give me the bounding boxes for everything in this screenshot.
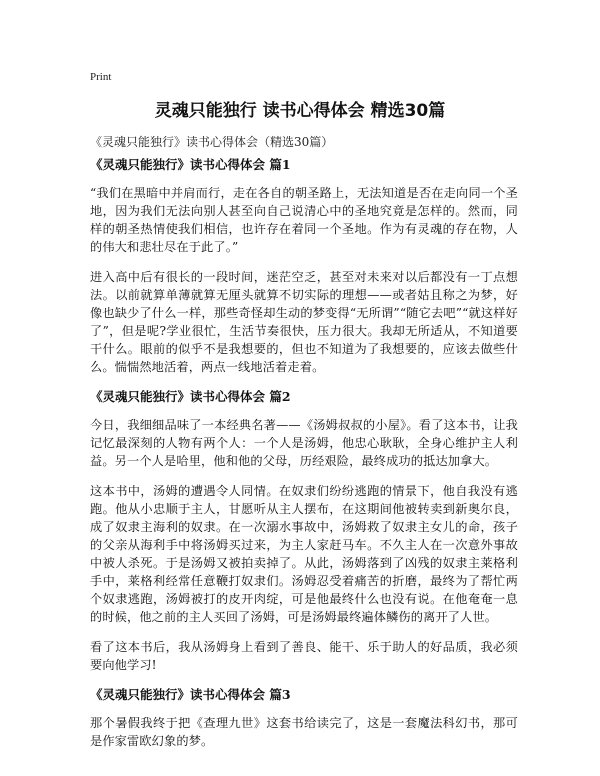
section-heading-1: 《灵魂只能独行》读书心得体会 篇1	[90, 157, 291, 172]
paragraph: 看了这本书后，我从汤姆身上看到了善良、能干、乐于助人的好品质，我必须要向他学习!	[90, 640, 518, 672]
document-subtitle: 《灵魂只能独行》读书心得体会（精选30篇）	[90, 135, 334, 149]
section-heading-2: 《灵魂只能独行》读书心得体会 篇2	[90, 389, 291, 404]
document-body	[90, 156, 518, 762]
print-label: Print	[90, 71, 112, 83]
section-heading-3: 《灵魂只能独行》读书心得体会 篇3	[90, 687, 291, 702]
paragraph: 那个暑假我终于把《查理九世》这套书给读完了，这是一套魔法科幻书，那可是作家雷欧幻象的梦。	[90, 716, 518, 748]
paragraph: 进入高中后有很长的一段时间，迷茫空乏，甚至对未来对以后都没有一丁点想法。以前就算单薄就算无厘头就算不切实际的理想——或者姑且称之为梦，好像也缺少了什么一样，那些奇怪却生动的梦变得“无所谓”“随它去吧”“就这样好了”，但是呢?学业很忙，生活节奏很快，压力很大。我却无所适从，不知道要干什么。眼前的似乎不是我想要的，但也不知道为了我想要的，应该去做些什么。惴惴然地活着，两点一线地活着走着。	[90, 270, 518, 374]
paragraph: “我们在黑暗中并肩而行，走在各自的朝圣路上，无法知道是否在走向同一个圣地，因为我们无法向别人甚至向自己说清心中的圣地究竟是怎样的。然而，同样的朝圣热情使我们相信，也许存在着同一个圣地。作为有灵魂的存在物，人的伟大和悲壮尽在于此了。”	[90, 186, 518, 254]
page-title: 灵魂只能独行 读书心得体会 精选30篇	[154, 101, 446, 121]
paragraph: 今日，我细细品味了一本经典名著——《汤姆叔叔的小屋》。看了这本书，让我记忆最深刻的人物有两个人：一个人是汤姆，他忠心耿耿，全身心维护主人利益。另一个人是哈里，他和他的父母，历经艰险，最终成功的抵达加拿大。	[90, 418, 518, 468]
paragraph: 这本书中，汤姆的遭遇令人同情。在奴隶们纷纷逃跑的情景下，他自我没有逃跑。他从小忠顺于主人，甘愿听从主人摆布，在这期间他被转卖到新奥尔良，成了奴隶主海利的奴隶。在一次溺水事故中，汤姆救了奴隶主女儿的命，孩子的父亲从海利手中将汤姆买过来，为主人家赶马车。不久主人在一次意外事故中被人杀死。于是汤姆又被拍卖掉了。从此，汤姆落到了凶残的奴隶主莱格利手中，莱格利经常任意鞭打奴隶们。汤姆忍受着痛苦的折磨，最终为了帮忙两个奴隶逃跑，汤姆被打的皮开肉绽，可是他最终什么也没有说。在他奄奄一息的时候，他之前的主人买回了汤姆，可是汤姆最终遍体鳞伤的离开了人世。	[90, 484, 518, 624]
